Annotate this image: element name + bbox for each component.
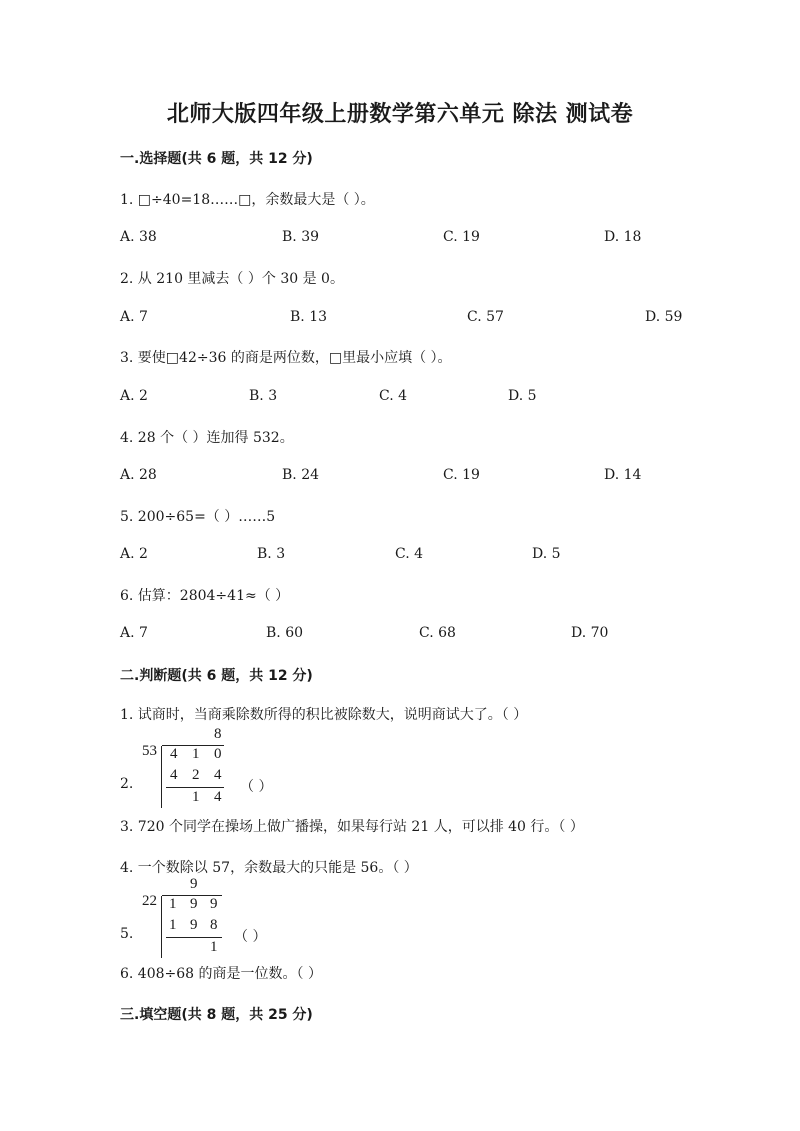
question-1: 1. □÷40=18……□，余数最大是（ ）。: [120, 192, 375, 208]
product-digit: 1: [169, 917, 177, 933]
subtraction-line: [166, 937, 222, 938]
dividend-digit: 1: [192, 746, 200, 762]
option-3b: B. 3: [249, 388, 278, 404]
option-1b: B. 39: [282, 229, 320, 245]
product-digit: 4: [214, 767, 222, 783]
option-1a: A. 38: [120, 229, 157, 245]
judge-question-6: 6. 408÷68 的商是一位数。（ ）: [120, 966, 322, 982]
dividend-digit: 9: [210, 896, 218, 912]
option-4a: A. 28: [120, 467, 157, 483]
question-6: 6. 估算：2804÷41≈（ ）: [120, 588, 290, 604]
option-2b: B. 13: [290, 309, 328, 325]
option-5d: D. 5: [532, 546, 561, 562]
option-3c: C. 4: [379, 388, 408, 404]
divisor: 22: [142, 893, 157, 909]
option-6b: B. 60: [266, 625, 304, 641]
option-3d: D. 5: [508, 388, 537, 404]
dividend-digit: 4: [170, 746, 178, 762]
judge-question-2-number: 2.: [120, 776, 134, 792]
quotient-digit: 9: [190, 876, 198, 892]
option-1d: D. 18: [604, 229, 642, 245]
section-heading-fill: 三.填空题(共 8 题，共 25 分): [120, 1007, 313, 1023]
option-2c: C. 57: [467, 309, 504, 325]
remainder-digit: 1: [210, 939, 218, 955]
option-5a: A. 2: [120, 546, 148, 562]
product-digit: 2: [192, 767, 200, 783]
dividend-digit: 1: [169, 896, 177, 912]
answer-blank-q5: （ ）: [234, 929, 267, 945]
option-4b: B. 24: [282, 467, 320, 483]
section-heading-choice: 一.选择题(共 6 题，共 12 分): [120, 151, 313, 167]
long-division-figure-q2: [140, 726, 240, 811]
option-5c: C. 4: [395, 546, 424, 562]
option-6c: C. 68: [419, 625, 456, 641]
question-2: 2. 从 210 里减去（ ）个 30 是 0。: [120, 271, 344, 287]
remainder-digit: 1: [192, 789, 200, 805]
option-5b: B. 3: [257, 546, 286, 562]
dividend-digit: 9: [190, 896, 198, 912]
judge-question-4: 4. 一个数除以 57，余数最大的只能是 56。（ ）: [120, 860, 418, 876]
remainder-digit: 4: [214, 789, 222, 805]
option-2d: D. 59: [645, 309, 683, 325]
option-6a: A. 7: [120, 625, 148, 641]
question-4: 4. 28 个（ ）连加得 532。: [120, 430, 294, 446]
judge-question-3: 3. 720 个同学在操场上做广播操，如果每行站 21 人，可以排 40 行。（ ）: [120, 819, 584, 835]
section-heading-judge: 二.判断题(共 6 题，共 12 分): [120, 668, 313, 684]
product-digit: 4: [170, 767, 178, 783]
option-4d: D. 14: [604, 467, 642, 483]
judge-question-1: 1. 试商时，当商乘除数所得的积比被除数大，说明商试大了。（ ）: [120, 707, 528, 723]
divisor: 53: [142, 743, 157, 759]
option-2a: A. 7: [120, 309, 148, 325]
product-digit: 9: [190, 917, 198, 933]
dividend-digit: 0: [214, 746, 222, 762]
division-bracket: [161, 896, 162, 958]
long-division-figure-q5: [142, 876, 242, 961]
option-6d: D. 70: [571, 625, 609, 641]
question-5: 5. 200÷65=（ ）……5: [120, 509, 276, 525]
question-3: 3. 要使□42÷36 的商是两位数，□里最小应填（ ）。: [120, 350, 452, 366]
page-title: 北师大版四年级上册数学第六单元 除法 测试卷: [166, 102, 634, 127]
division-bracket: [161, 746, 162, 808]
option-1c: C. 19: [443, 229, 480, 245]
subtraction-line: [166, 787, 224, 788]
quotient-digit: 8: [214, 726, 222, 742]
answer-blank-q2: （ ）: [240, 779, 273, 795]
product-digit: 8: [210, 917, 218, 933]
judge-question-5-number: 5.: [120, 926, 134, 942]
option-3a: A. 2: [120, 388, 148, 404]
option-4c: C. 19: [443, 467, 480, 483]
